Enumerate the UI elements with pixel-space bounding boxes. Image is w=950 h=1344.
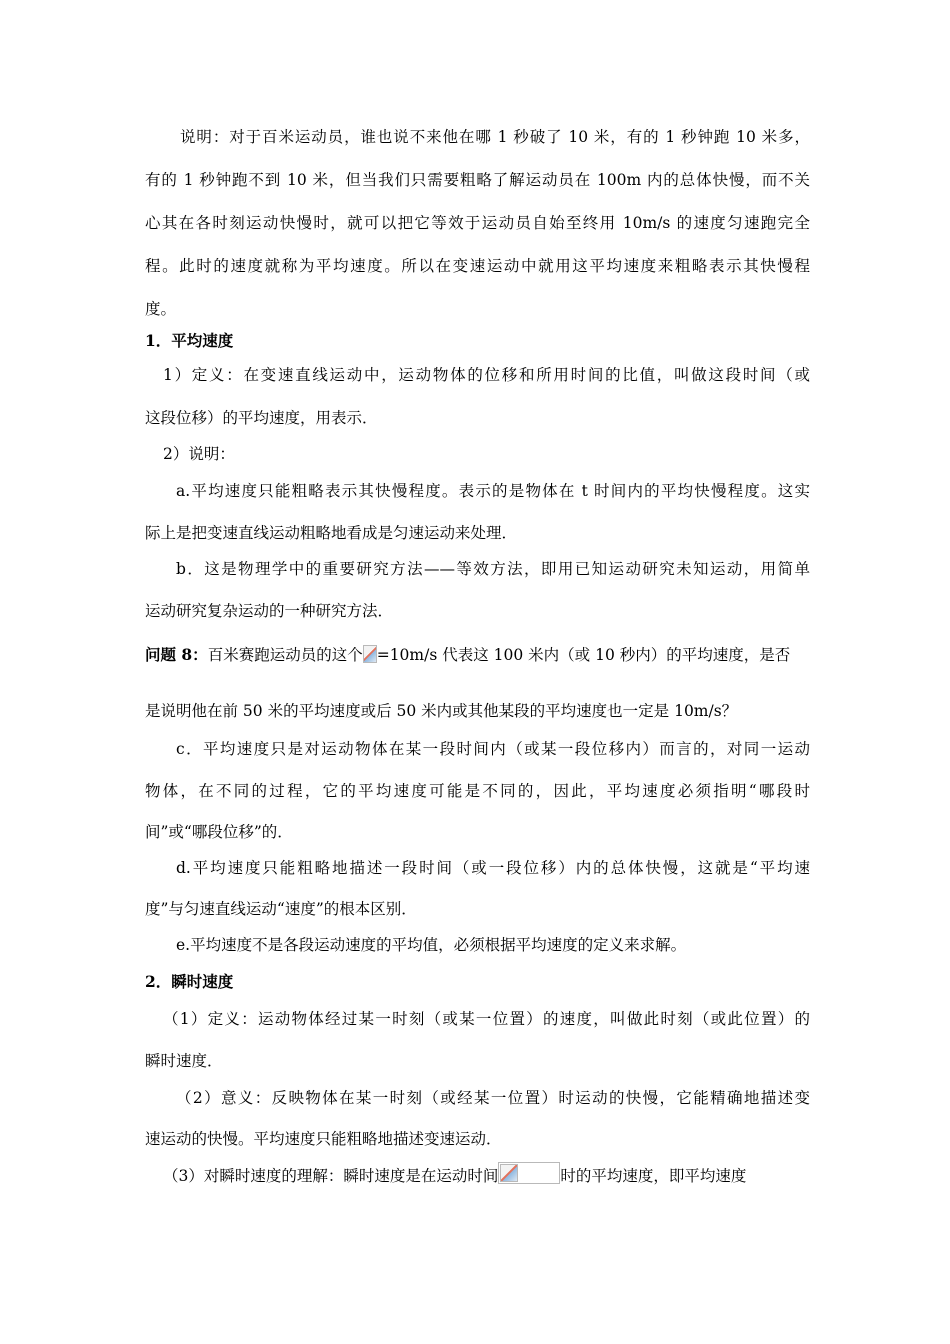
paragraph-line: e.平均速度不是各段运动速度的平均值，必须根据平均速度的定义来求解。	[176, 936, 687, 954]
paragraph-line: 说明：对于百米运动员，谁也说不来他在哪 1 秒破了 10 米，有的 1 秒钟跑 10 米多，	[180, 128, 810, 146]
paragraph-line: 2）说明：	[163, 445, 235, 463]
paragraph-line: b．这是物理学中的重要研究方法——等效方法，即用已知运动研究未知运动，用简单	[176, 560, 810, 578]
instantaneous-speed-text: （3）对瞬时速度的理解：瞬时速度是在运动时间	[163, 1167, 499, 1185]
paragraph-line: 1）定义：在变速直线运动中，运动物体的位移和所用时间的比值，叫做这段时间（或	[163, 366, 810, 384]
question-8-text-continued: =10m/s 代表这 100 米内（或 10 秒内）的平均速度，是否	[376, 646, 791, 664]
paragraph-line: 这段位移）的平均速度，用表示．	[145, 409, 378, 427]
paragraph-line: 速运动的快慢。平均速度只能粗略地描述变速运动．	[145, 1130, 502, 1148]
paragraph-line: a.平均速度只能粗略表示其快慢程度。表示的是物体在 t 时间内的平均快慢程度。这实	[176, 482, 810, 500]
section-heading-average-speed: 1．平均速度	[145, 331, 234, 350]
paragraph-line: c．平均速度只是对运动物体在某一段时间内（或某一段位移内）而言的，对同一运动	[176, 740, 810, 758]
paragraph-line: 是说明他在前 50 米的平均速度或后 50 米内或其他某段的平均速度也一定是 10m/s？	[145, 702, 738, 720]
paragraph-line: 度。	[145, 300, 177, 318]
instantaneous-speed-text-continued: 时的平均速度，即平均速度	[560, 1167, 747, 1185]
paragraph-line: 瞬时速度．	[145, 1052, 223, 1070]
question-8-line	[145, 644, 810, 666]
paragraph-line: 物体，在不同的过程，它的平均速度可能是不同的，因此，平均速度必须指明“哪段时	[145, 782, 810, 800]
paragraph-line: 心其在各时刻运动快慢时，就可以把它等效于运动员自始至终用 10m/s 的速度匀速跑完全	[145, 214, 810, 232]
paragraph-line: 有的 1 秒钟跑不到 10 米，但当我们只需要粗略了解运动员在 100m 内的总体快慢，而不关	[145, 171, 810, 189]
paragraph-line: 际上是把变速直线运动粗略地看成是匀速运动来处理．	[145, 524, 518, 542]
section-heading-instantaneous-speed: 2．瞬时速度	[145, 972, 234, 991]
paragraph-line: 度”与匀速直线运动“速度”的根本区别．	[145, 900, 417, 918]
average-velocity-symbol-image	[363, 645, 377, 663]
paragraph-line: （2）意义：反映物体在某一时刻（或经某一位置）时运动的快慢，它能精确地描述变	[176, 1089, 810, 1107]
paragraph-line: 运动研究复杂运动的一种研究方法．	[145, 602, 394, 620]
paragraph-line: （1）定义：运动物体经过某一时刻（或某一位置）的速度，叫做此时刻（或此位置）的	[163, 1010, 810, 1028]
paragraph-line: 程。此时的速度就称为平均速度。所以在变速运动中就用这平均速度来粗略表示其快慢程	[145, 257, 810, 275]
paragraph-line: 间”或“哪段位移”的．	[145, 823, 293, 841]
delta-t-formula-image	[498, 1162, 560, 1184]
paragraph-line: d.平均速度只能粗略地描述一段时间（或一段位移）内的总体快慢，这就是“平均速	[176, 859, 810, 877]
question-8-label: 问题 8：	[145, 645, 208, 664]
paragraph-line-with-image	[163, 1162, 810, 1187]
question-8-text: 百米赛跑运动员的这个	[207, 646, 363, 664]
